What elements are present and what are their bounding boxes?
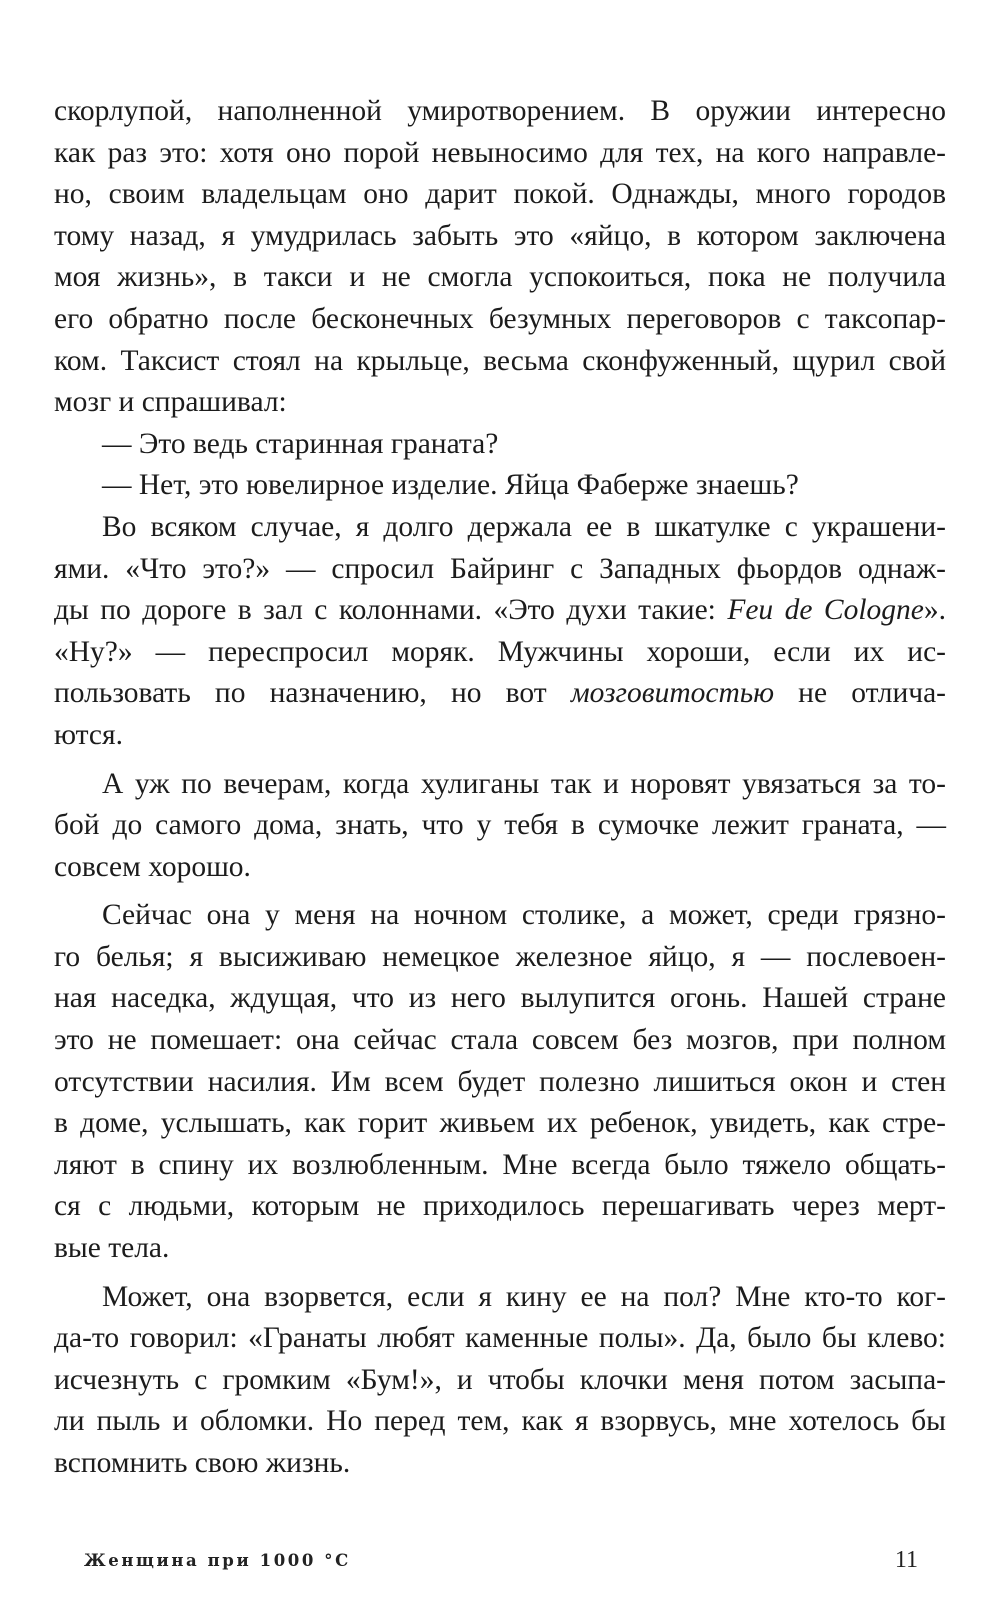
- text-line: «Ну?» — переспросил моряк. Мужчины хороши, если их ис-: [54, 635, 946, 668]
- text-line: вые тела.: [54, 1232, 170, 1265]
- text-line: — Нет, это ювелирное изделие. Яйца Фаберже знаешь?: [102, 469, 799, 502]
- text-line: вспомнить свою жизнь.: [54, 1447, 351, 1479]
- paragraph-gap: [54, 1270, 946, 1277]
- dialogue-line: [54, 424, 946, 466]
- dialogue-line: [54, 465, 946, 507]
- paragraph-gap: [54, 888, 946, 895]
- text-line: [54, 590, 946, 632]
- text-line: го белья; я высиживаю немецкое железное яйцо, я — послевоен-: [54, 940, 946, 973]
- text-run: пользовать по назначению, но вот: [54, 677, 571, 710]
- text-line: Во всяком случае, я долго держала ее в шкатулке с украшени-: [102, 510, 946, 543]
- text-line: Может, она взорвется, если я кину ее на пол? Мне кто-то ког-: [102, 1280, 946, 1313]
- text-line: исчезнуть с громким «Бум!», и чтобы клочки меня потом засыпа-: [54, 1363, 946, 1396]
- text-line: но, своим владельцам оно дарит покой. Однажды, много городов: [54, 178, 946, 211]
- paragraph: [54, 91, 946, 424]
- body-text: [54, 91, 946, 1485]
- text-line: ляют в спину их возлюбленным. Мне всегда было тяжело общать-: [54, 1148, 946, 1181]
- text-line: ком. Таксист стоял на крыльце, весьма сконфуженный, щурил свой: [54, 344, 946, 377]
- text-line: да-то говорил: «Гранаты любят каменные полы». Да, было бы клево:: [54, 1322, 946, 1355]
- text-line: ная наседка, ждущая, что из него вылупится огонь. Нашей стране: [54, 982, 946, 1015]
- text-line: мозг и спрашивал:: [54, 386, 287, 419]
- text-run: не отлича-: [774, 677, 946, 710]
- italic-phrase: Feu de Cologne: [727, 594, 924, 627]
- text-line: его обратно после бесконечных безумных переговоров с таксопар-: [54, 302, 946, 335]
- text-line: это не помешает: она сейчас стала совсем без мозгов, при полном: [54, 1024, 946, 1057]
- text-line: как раз это: хотя оно порой невыносимо для тех, на кого направле-: [54, 136, 946, 169]
- text-line: А уж по вечерам, когда хулиганы так и норовят увязаться за то-: [102, 767, 946, 800]
- text-line: тому назад, я умудрилась забыть это «яйцо, в котором заключена: [54, 219, 946, 252]
- text-line: [54, 673, 946, 715]
- text-line: ся с людьми, которым не приходилось перешагивать через мерт-: [54, 1190, 946, 1223]
- text-line: ли пыль и обломки. Но перед тем, как я взорвусь, мне хотелось бы: [54, 1405, 946, 1438]
- italic-word: мозговитостью: [570, 677, 774, 710]
- paragraph-gap: [54, 757, 946, 764]
- paragraph: [54, 895, 946, 1269]
- text-line: ются.: [54, 718, 123, 751]
- text-line: моя жизнь», в такси и не смогла успокоиться, пока не получила: [54, 261, 946, 294]
- text-line: совсем хорошо.: [54, 850, 251, 883]
- text-line: отсутствии насилия. Им всем будет полезно лишиться окон и стен: [54, 1065, 946, 1098]
- text-run: ды по дороге в зал с колоннами. «Это духи такие:: [54, 594, 728, 627]
- text-line: Сейчас она у меня на ночном столике, а может, среди грязно-: [102, 899, 946, 932]
- page-number: 11: [894, 1547, 918, 1573]
- text-line: бой до самого дома, знать, что у тебя в сумочке лежит граната, —: [54, 809, 946, 842]
- text-run: ».: [923, 594, 946, 627]
- paragraph: [54, 1277, 946, 1485]
- paragraph: [54, 764, 946, 889]
- text-line: — Это ведь старинная граната?: [102, 427, 499, 460]
- text-line: ями. «Что это?» — спросил Байринг с Западных фьордов однаж-: [54, 552, 946, 585]
- text-line: в доме, услышать, как горит живьем их ребенок, увидеть, как стре-: [54, 1107, 946, 1140]
- text-line: скорлупой, наполненной умиротворением. В оружии интересно: [54, 95, 946, 127]
- paragraph: [54, 507, 946, 757]
- running-title: Женщина при 1000 °С: [84, 1551, 351, 1570]
